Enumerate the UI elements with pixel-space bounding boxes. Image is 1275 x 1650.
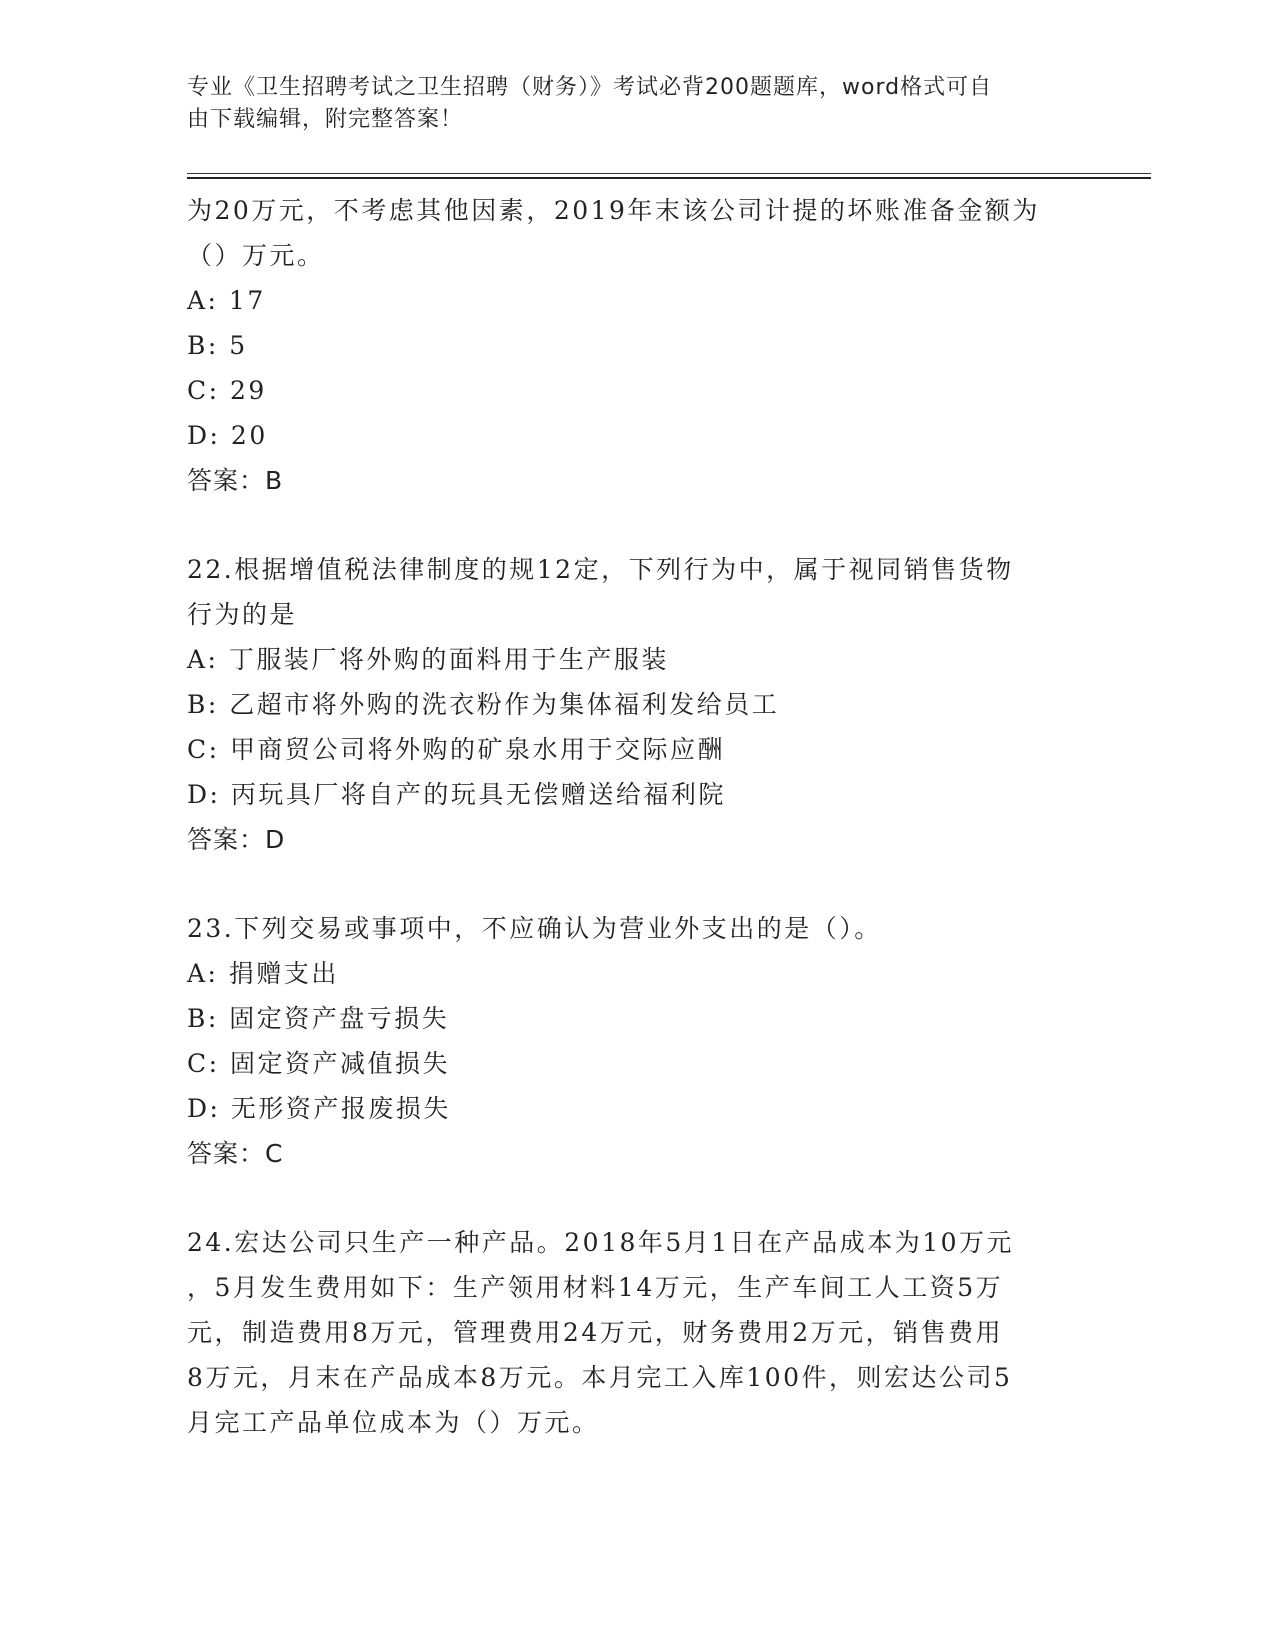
question-22-option-a: A: 丁服装厂将外购的面料用于生产服装 (187, 645, 669, 674)
question-22-option-c: C: 甲商贸公司将外购的矿泉水用于交际应酬 (187, 735, 725, 764)
document-header (187, 72, 1067, 136)
header-line-1: 专业《卫生招聘考试之卫生招聘（财务）》考试必背200题题库，word格式可自 (187, 75, 993, 100)
question-24-line-4: 8万元，月末在产品成本8万元。本月完工入库100件，则宏达公司5 (187, 1363, 1013, 1392)
question-21 (187, 188, 1087, 503)
question-24-line-5: 月完工产品单位成本为（）万元。 (187, 1408, 600, 1437)
question-24-line-3: 元，制造费用8万元，管理费用24万元，财务费用2万元，销售费用 (187, 1318, 1004, 1347)
question-23 (187, 906, 1087, 1176)
question-24-line-1: 24.宏达公司只生产一种产品。2018年5月1日在产品成本为10万元 (187, 1228, 1015, 1257)
question-21-option-d: D: 20 (187, 421, 268, 450)
question-22-line-2: 行为的是 (187, 600, 298, 629)
question-22-option-b: B: 乙超市将外购的洗衣粉作为集体福利发给员工 (187, 690, 780, 719)
question-24 (187, 1220, 1087, 1445)
question-23-option-d: D: 无形资产报废损失 (187, 1094, 451, 1123)
question-21-option-b: B: 5 (187, 331, 248, 360)
question-21-option-a: A: 17 (187, 286, 266, 315)
question-22-option-d: D: 丙玩具厂将自产的玩具无偿赠送给福利院 (187, 780, 726, 809)
spacer (187, 503, 1087, 547)
header-divider-thick (187, 177, 1151, 179)
question-23-option-a: A: 捐赠支出 (187, 959, 339, 988)
question-21-answer: 答案：B (187, 466, 284, 495)
question-23-answer: 答案：C (187, 1139, 284, 1168)
question-23-option-c: C: 固定资产减值损失 (187, 1049, 450, 1078)
document-body (187, 188, 1087, 1445)
header-divider-thin (187, 173, 1151, 174)
question-22-answer: 答案：D (187, 825, 286, 854)
question-21-option-c: C: 29 (187, 376, 267, 405)
question-22-line-1: 22.根据增值税法律制度的规12定，下列行为中，属于视同销售货物 (187, 555, 1014, 584)
question-23-option-b: B: 固定资产盘亏损失 (187, 1004, 450, 1033)
question-23-line-1: 23.下列交易或事项中，不应确认为营业外支出的是（）。 (187, 914, 882, 943)
header-line-2: 由下载编辑，附完整答案！ (187, 107, 464, 132)
question-22 (187, 547, 1087, 862)
spacer (187, 1176, 1087, 1220)
spacer (187, 862, 1087, 906)
question-21-line-1: 为20万元，不考虑其他因素，2019年末该公司计提的坏账准备金额为 (187, 196, 1040, 225)
question-24-line-2: ，5月发生费用如下：生产领用材料14万元，生产车间工人工资5万 (187, 1273, 1004, 1302)
question-21-line-2: （）万元。 (187, 241, 325, 270)
